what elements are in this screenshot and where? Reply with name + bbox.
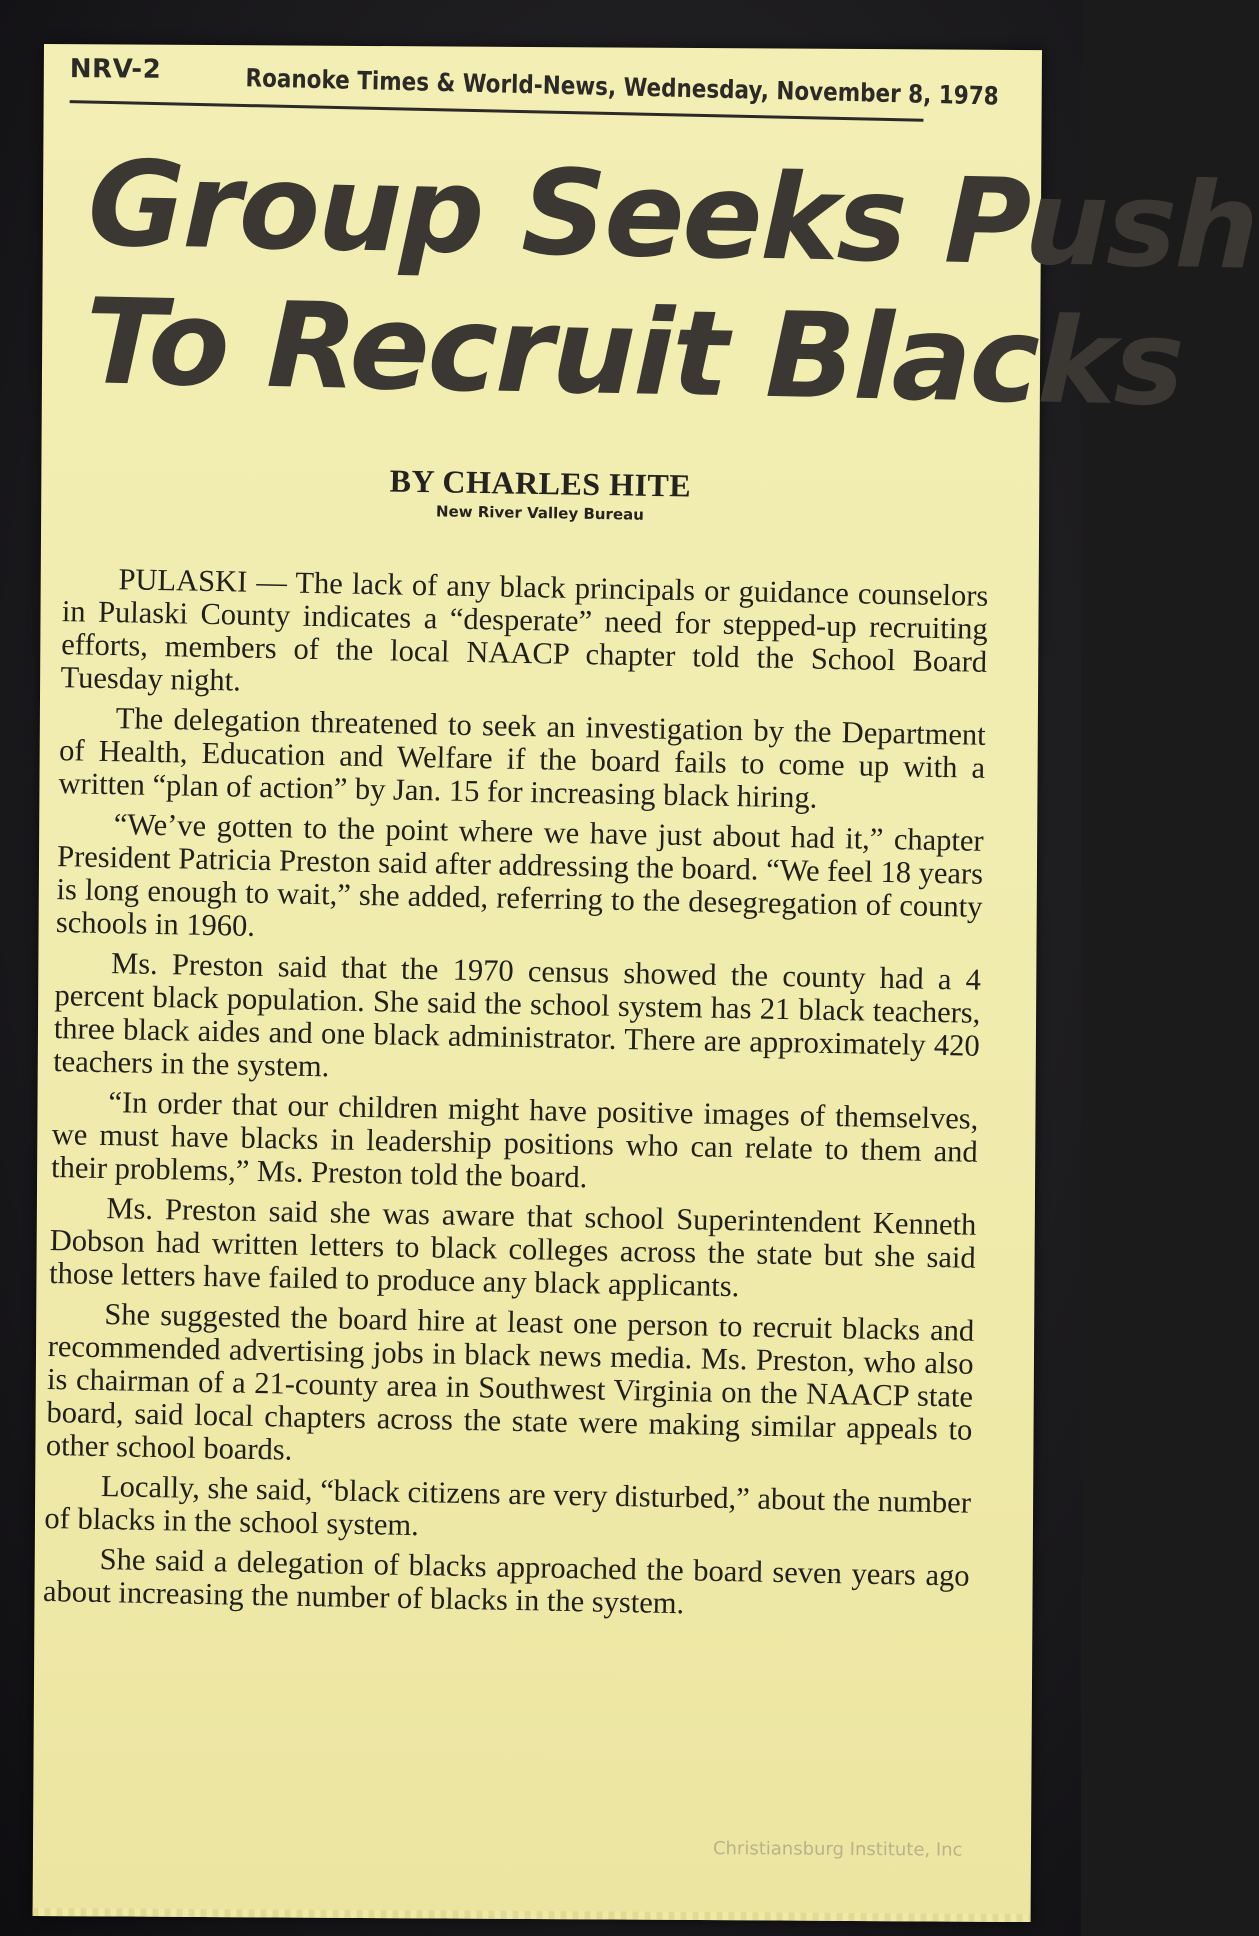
headline	[83, 134, 1259, 433]
article-paragraph: She said a delegation of blacks approached the board seven years ago about increasing the number of blacks in the system.	[42, 1542, 970, 1621]
article-paragraph: She suggested the board hire at least one person to recruit blacks and recommended advertising jobs in black news media. Ms. Preston, who also is chairman of a 21-county area in Southwest Virginia on the NAACP state board, said local chapters across the state were making similar appeals to other school boards.	[45, 1297, 975, 1467]
page-header	[69, 54, 999, 119]
article-paragraph: The delegation threatened to seek an investigation by the Department of Health, Education and Welfare if the board fails to come up with a written “plan of action” by Jan. 15 for increasing black hiring.	[58, 701, 987, 815]
watermark: Christiansburg Institute, Inc	[712, 1838, 963, 1861]
article-paragraph: PULASKI — The lack of any black principals or guidance counselors in Pulaski County indicates a “desperate” need for stepped-up recruiting efforts, members of the local NAACP chapter told the School Board Tuesday night.	[60, 562, 989, 698]
page-number: NRV-2	[69, 54, 162, 85]
article-body	[43, 562, 989, 1633]
article-paragraph: Ms. Preston said she was aware that school Superintendent Kenneth Dobson had written letters to black colleges across the state but she said those letters have failed to produce any black applicants.	[48, 1191, 977, 1304]
byline	[41, 457, 1040, 531]
dateline: Roanoke Times & World-News, Wednesday, November 8, 1978	[245, 63, 999, 111]
article-paragraph: Ms. Preston said that the 1970 census showed the county had a 4 percent black population. She said the school system has 21 black teachers, three black aides and one black administrator. There are approximately 420 teachers in the system.	[52, 946, 982, 1084]
byline-bureau: New River Valley Bureau	[435, 502, 645, 524]
byline-author: BY CHARLES HITE	[389, 462, 692, 504]
headline-line-1: Group Seeks Push	[86, 134, 1259, 296]
article-paragraph: Locally, she said, “black citizens are very disturbed,” about the number of blacks in the school system.	[44, 1469, 972, 1543]
newspaper-clipping	[33, 44, 1259, 1922]
article-paragraph: “In order that our children might have positive images of themselves, we must have blacks in leadership positions who can relate to them and their problems,” Ms. Preston told the board.	[50, 1085, 979, 1195]
article-paragraph: “We’ve gotten to the point where we have just about had it,” chapter President Patricia Preston said after addressing the board. “We feel 18 years is long enough to wait,” she added, referring to the desegregation of county schools in 1960.	[55, 807, 984, 943]
headline-line-2: To Recruit Blacks	[83, 272, 1184, 433]
